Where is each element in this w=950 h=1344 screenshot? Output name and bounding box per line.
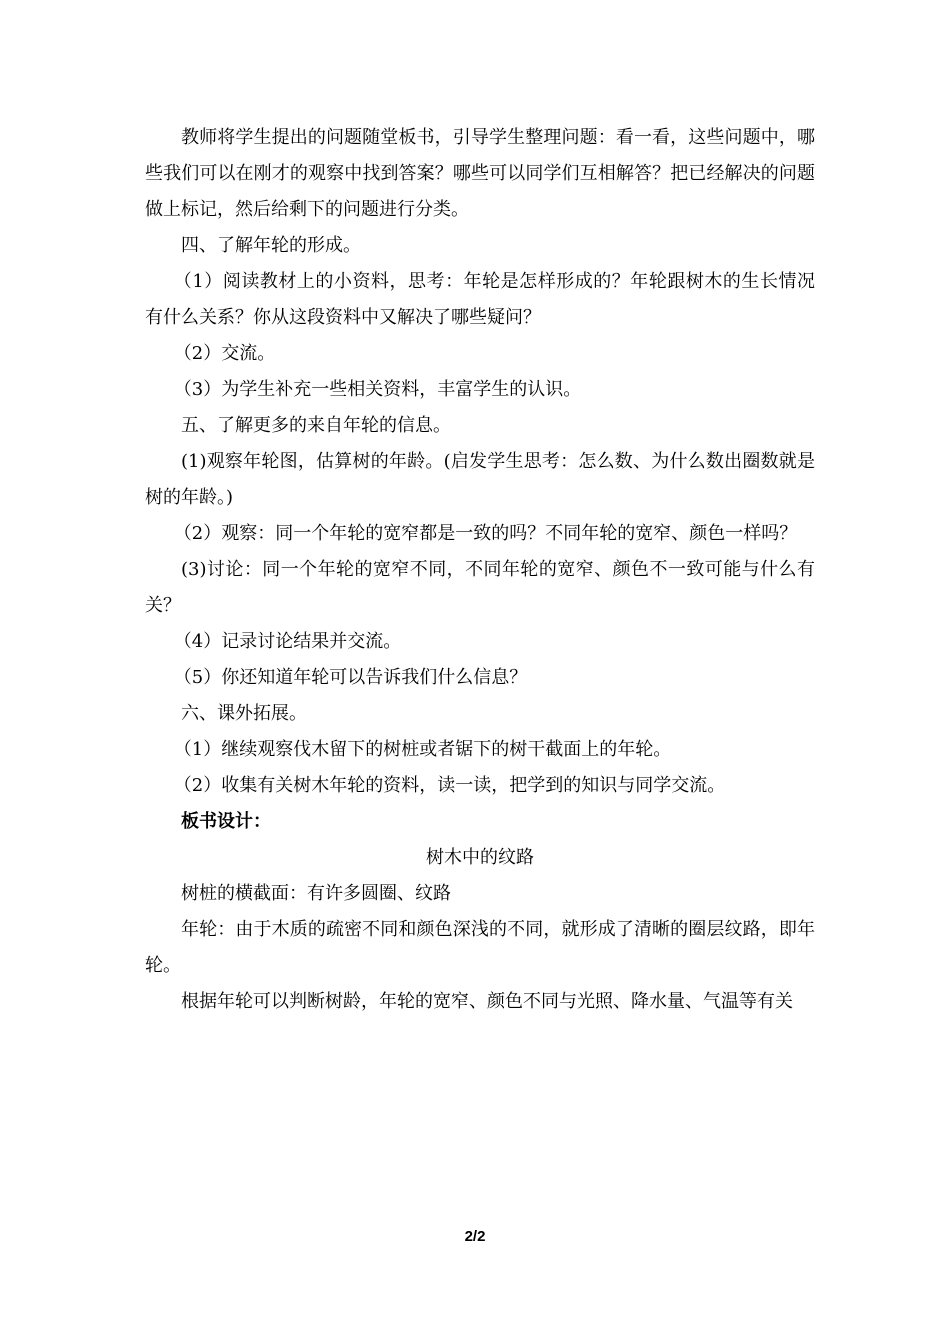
step-4-2: （2）交流。 <box>173 343 276 364</box>
step-6-2: （2）收集有关树木年轮的资料，读一读，把学到的知识与同学交流。 <box>173 775 726 796</box>
board-design-title: 树木中的纹路 <box>426 847 534 868</box>
step-5-4: （4）记录讨论结果并交流。 <box>173 631 402 652</box>
step-5-2: （2）观察：同一个年轮的宽窄都是一致的吗？不同年轮的宽窄、颜色一样吗？ <box>173 523 798 544</box>
step-5-5: （5）你还知道年轮可以告诉我们什么信息？ <box>173 667 528 688</box>
section-heading-4: 四、了解年轮的形成。 <box>181 235 361 256</box>
board-line-annual-ring: 年轮：由于木质的疏密不同和颜色深浅的不同，就形成了清晰的圈层纹路，即年轮。 <box>145 919 815 976</box>
board-line-cross-section: 树桩的横截面：有许多圆圈、纹路 <box>181 883 451 904</box>
page-number: 2/2 <box>464 1228 486 1245</box>
step-5-1: (1)观察年轮图，估算树的年龄。(启发学生思考：怎么数、为什么数出圈数就是树的年龄。) <box>145 451 815 508</box>
step-4-1: （1）阅读教材上的小资料，思考：年轮是怎样形成的？年轮跟树木的生长情况有什么关系？你从这段资料中又解决了哪些疑问？ <box>145 271 815 328</box>
step-4-3: （3）为学生补充一些相关资料，丰富学生的认识。 <box>173 379 582 400</box>
document-body <box>145 120 815 1020</box>
board-design-heading: 板书设计： <box>181 811 271 832</box>
board-line-tree-age: 根据年轮可以判断树龄，年轮的宽窄、颜色不同与光照、降水量、气温等有关 <box>181 991 793 1012</box>
paragraph-teacher-board: 教师将学生提出的问题随堂板书，引导学生整理问题：看一看，这些问题中，哪些我们可以在刚才的观察中找到答案？哪些可以同学们互相解答？把已经解决的问题做上标记，然后给剩下的问题进行分类。 <box>145 127 815 220</box>
section-heading-6: 六、课外拓展。 <box>181 703 307 724</box>
section-heading-5: 五、了解更多的来自年轮的信息。 <box>181 415 451 436</box>
step-5-3: (3)讨论：同一个年轮的宽窄不同，不同年轮的宽窄、颜色不一致可能与什么有关？ <box>145 559 815 616</box>
step-6-1: （1）继续观察伐木留下的树桩或者锯下的树干截面上的年轮。 <box>173 739 672 760</box>
